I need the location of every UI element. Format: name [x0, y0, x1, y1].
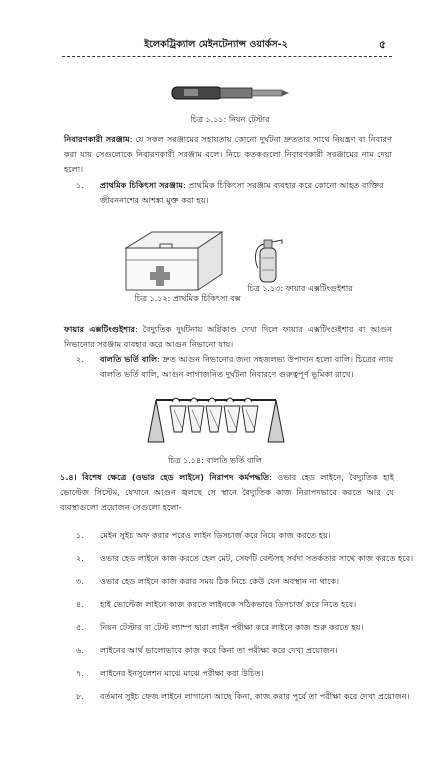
list-number: ৩. — [76, 576, 84, 586]
list-item-first-aid — [64, 178, 394, 210]
neon-tester-illustration — [170, 82, 290, 104]
list-number: ৭. — [76, 668, 84, 678]
list-number: ৪. — [76, 599, 84, 609]
section-1-4-heading: ১.৪। বিশেষ ক্ষেত্রে (ওভার হেড লাইনে) নিরাপদ কর্মপদ্ধতি — [60, 472, 270, 482]
text-fire-extinguisher: : বৈদ্যুতিক দুর্ঘটনায় অগ্নিকাণ্ড দেখা দিলে ফায়ার এক্সটিংগুইশার বা আগুন নিভানোর সরঞ্জাম ব্যবহার করে আগুন নিভানো যায়। — [64, 324, 392, 349]
figure-caption: চিত্র ১.১৪: বালতি ভর্তি বালি — [168, 456, 262, 465]
list-text: ওভার হেড লাইনে কাজ করতে হেল মেট, সেফটি বেল্টসহ সর্বদা সতর্কতার সাথে কাজ করতে হবে। — [100, 553, 414, 563]
list-number: ৮. — [76, 691, 84, 701]
text-sand-bucket: : দ্রুত আগুন নিভানোর জন্য সহজলভ্য উপাদান হলো বালি। চিত্রের ন্যায় বালতি ভর্তি বালি, আগুন লাগাজনিত দুর্ঘটনা নিবারণে গুরুত্বপূর্ণ ভূমিকা রাখে। — [100, 354, 394, 379]
list-item — [76, 574, 398, 590]
list-number: ২. — [76, 553, 84, 563]
list-text: লাইনের ইনসুলেশন মাঝে মাঝে পরীক্ষা করা উচিত। — [100, 668, 264, 678]
list-item — [76, 643, 398, 659]
list-item — [76, 551, 414, 567]
paragraph-protective-equipment — [64, 132, 392, 177]
header-title: ইলেকট্রিক্যাল মেইনটেন্যান্স ওয়ার্কস-২ — [144, 39, 288, 50]
list-number: ৬. — [76, 645, 84, 655]
first-aid-box-illustration — [122, 226, 228, 292]
list-text: নিয়ন টেস্টার বা টেস্ট ল্যাম্প দ্বারা লাইন পরীক্ষা করে লাইনে কাজ শুরু করতে হয়। — [100, 622, 364, 632]
term-fire-extinguisher: ফায়ার এক্সটিংগুইশার — [64, 324, 136, 334]
text-first-aid: : প্রাথমিক চিকিৎসা সরঞ্জাম ব্যবহার করে কোনো আহত ব্যক্তির জীবননাশের আশঙ্কা মুক্ত করা হয়। — [100, 180, 384, 205]
figure-caption: চিত্র ১.১৩: ফায়ার এক্সটিংগুইশার — [247, 284, 353, 293]
figure-caption: চিত্র ১.১১: নিয়ন টেস্টার — [190, 115, 270, 124]
list-item — [76, 689, 410, 705]
term-first-aid: প্রাথমিক চিকিৎসা সরঞ্জাম — [100, 180, 183, 190]
item-number: ১. — [76, 180, 84, 190]
list-item — [76, 666, 398, 682]
list-number: ১. — [76, 530, 84, 540]
sand-bucket-stand-illustration — [146, 392, 286, 452]
paragraph-fire-extinguisher — [64, 322, 392, 352]
list-item — [76, 597, 398, 613]
list-item — [76, 620, 398, 636]
item-number: ২. — [76, 354, 84, 364]
page-header — [0, 30, 432, 54]
list-text: হাই ভোল্টেজ লাইনে কাজ করতে লাইনকে সঠিকভাবে ডিসচার্জ করে নিতে হবে। — [100, 599, 357, 609]
term-protective-equipment: নিবারণকারী সরঞ্জাম — [64, 134, 130, 144]
paragraph-section-1-4 — [60, 470, 394, 515]
fire-extinguisher-illustration — [250, 236, 286, 284]
text-protective-equipment: : যে সকল সরঞ্জামের সহায়তায় কোনো দুর্ঘটনা দ্রুততার সাথে নিয়ন্ত্রণ বা নিবারণ করা যায় সেগুলোকে নিবারণকারী সরঞ্জাম বলে। নিচে কতকগুলো নিবারণকারী সরঞ্জামের নাম দেয়া হলো। — [64, 134, 393, 174]
page-number: ৫ — [378, 38, 386, 51]
figure-caption: চিত্র ১.১২: প্রাথমিক চিকিৎসা বক্স — [134, 294, 241, 303]
list-text: লাইনের আর্থ ভালোভাবে কাজ করে কিনা তা পরীক্ষা করে দেখা প্রয়োজন। — [100, 645, 338, 655]
section-1-4-text: : ওভার হেড লাইনে, বৈদ্যুতিক হাই ভোল্টেজ সিস্টেম, যেখানে আগুন জ্বলছে সে স্থানে বৈদ্যুতিক কাজ নিরাপদভাবে করতে আর যে ব্যবস্থাগুলো প্রয়োজন সেগুলো হলো- — [60, 472, 394, 512]
list-item-sand-bucket — [64, 352, 394, 384]
list-item — [76, 528, 398, 544]
list-text: বর্তমান সুইচ ফেজ লাইনে লাগানো আছে কিনা, কাজ করার পূর্বে তা পরীক্ষা করে দেখা প্রয়োজন। — [100, 691, 410, 701]
list-number: ৫. — [76, 622, 84, 632]
header-divider — [62, 56, 392, 57]
list-text: মেইন সুইচ অফ করার পরেও লাইন ডিসচার্জ করে নিয়ে কাজ করতে হয়। — [100, 530, 331, 540]
list-text: ওভার হেড লাইনে কাজ করার সময় ঠিক নিচে কেউ যেন অবস্থান না থাকে। — [100, 576, 340, 586]
term-sand-bucket: বালতি ভর্তি বালি — [100, 354, 158, 364]
